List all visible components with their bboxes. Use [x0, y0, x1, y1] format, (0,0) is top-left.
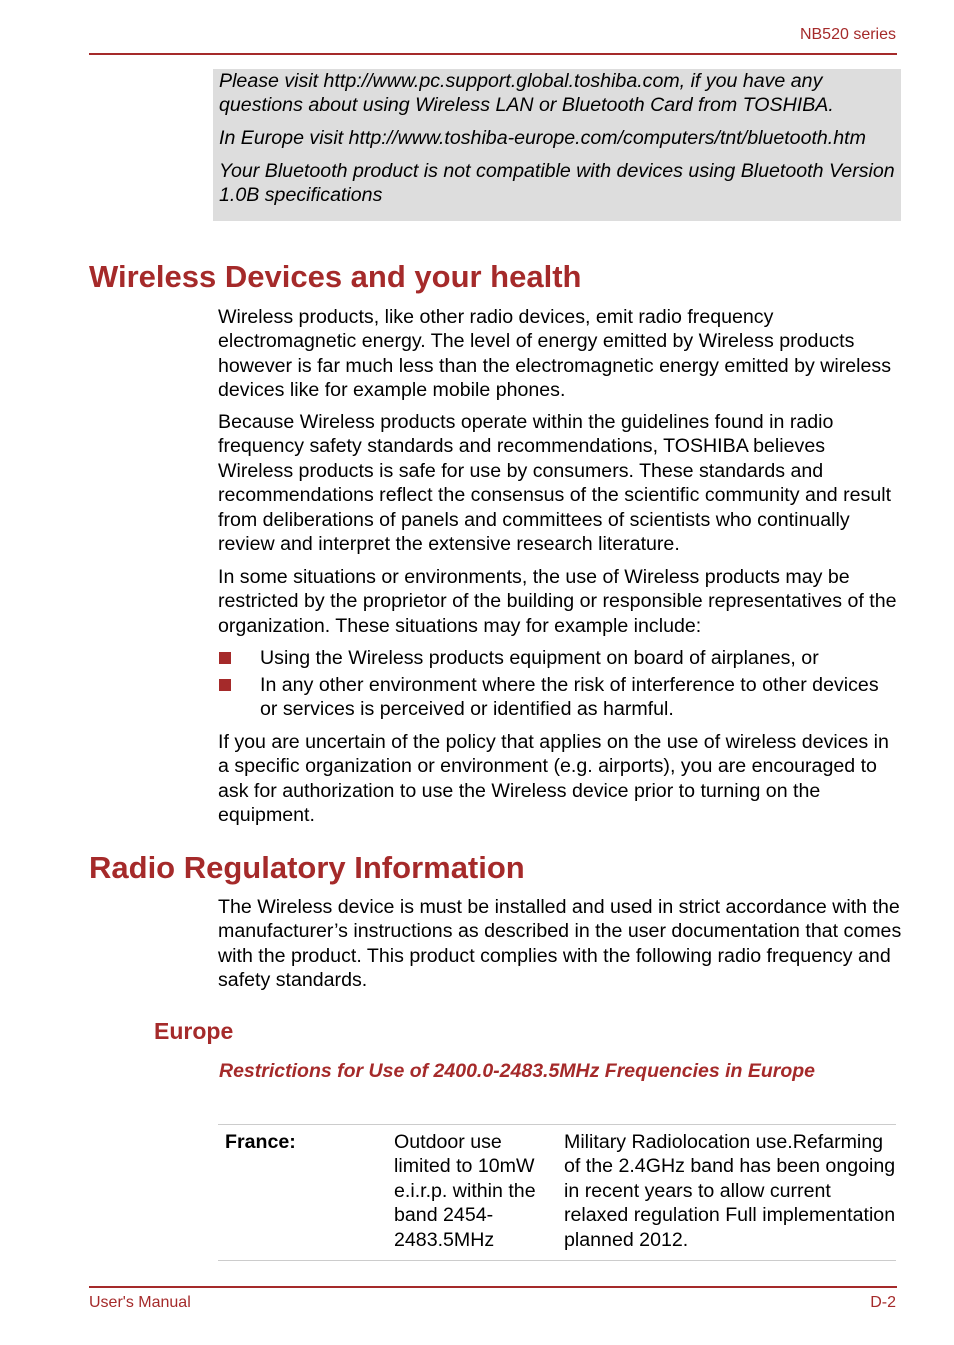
paragraph: If you are uncertain of the policy that applies on the use of wireless devices in a specific organization or environment (e.g. airports), you are encouraged to ask for authorization to use the Wireless device prior to turning on the equipment. [218, 731, 889, 827]
bullet-square [219, 652, 231, 664]
page-number: D-2 [870, 1294, 896, 1311]
paragraph: The Wireless device is must be installed and used in strict accordance with the manufacturer’s instructions as described in the user documentation that comes with the product. This product complies with the following radio frequency and safety standards. [218, 896, 902, 992]
table-cell-country: France: [225, 1131, 296, 1153]
table-row [218, 1130, 896, 1256]
table-cell-limit: Outdoor use limited to 10mW e.i.r.p. within the band 2454-2483.5MHz [394, 1131, 536, 1251]
paragraph: Because Wireless products operate within the guidelines found in radio frequency safety standards and recommendations, TOSHIBA believes Wireless products is safe for use by consumers. These standards and recommendations reflect the consensus of the scientific community and result from deliberations of panels and committees of scientists who continually review and interpret the extensive research literature. [218, 411, 892, 556]
header-rule [89, 53, 897, 55]
running-header: NB520 series [799, 26, 896, 43]
table-top-rule [218, 1124, 896, 1125]
table-cell-note: Military Radiolocation use.Refarming of the 2.4GHz band has been ongoing in recent years to allow current relaxed regulation Full implementation planned 2012. [564, 1131, 896, 1251]
footer-manual-label: User's Manual [89, 1294, 191, 1311]
note-line-1: Please visit http://www.pc.support.global.toshiba.com, if you have any questions about using Wireless LAN or Bluetooth Card from TOSHIBA. [219, 70, 834, 117]
bullet-item: Using the Wireless products equipment on board of airplanes, or [260, 647, 819, 669]
note-line-2: In Europe visit http://www.toshiba-europe.com/computers/tnt/bluetooth.htm [219, 127, 866, 149]
note-line-3: Your Bluetooth product is not compatible with devices using Bluetooth Version 1.0B specifications [219, 160, 895, 207]
paragraph: In some situations or environments, the use of Wireless products may be restricted by the proprietor of the building or responsible representatives of the organization. These situations may for example include: [218, 566, 897, 637]
bullet-square [219, 679, 231, 691]
footer-rule [89, 1286, 897, 1288]
paragraph: Wireless products, like other radio devices, emit radio frequency electromagnetic energy. The level of energy emitted by Wireless products however is far much less than the electromagnetic energy emitted by wireless devices like for example mobile phones. [218, 306, 892, 402]
bullet-item: In any other environment where the risk of interference to other devices or services is perceived or identified as harmful. [260, 674, 879, 721]
section-title-radio: Radio Regulatory Information [89, 850, 525, 885]
subsection-title-europe: Europe [154, 1018, 234, 1044]
section-title-health: Wireless Devices and your health [89, 259, 582, 294]
table-bottom-rule [218, 1260, 896, 1261]
note-box [213, 69, 901, 221]
restriction-title: Restrictions for Use of 2400.0-2483.5MHz Frequencies in Europe [219, 1060, 816, 1082]
